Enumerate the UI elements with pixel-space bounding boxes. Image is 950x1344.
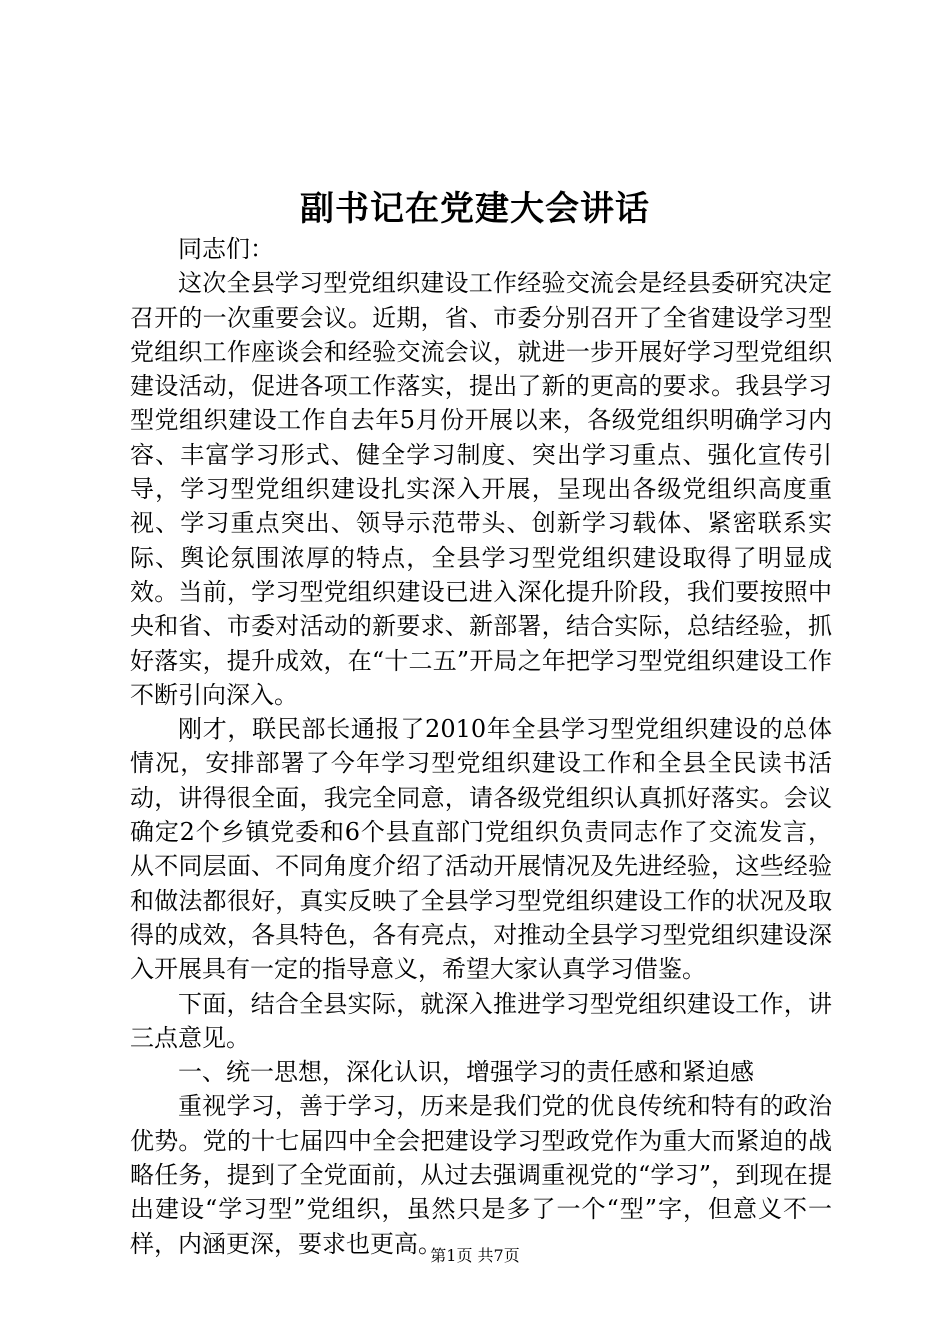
- salutation: 同志们：: [178, 235, 274, 263]
- page-footer: 第1页 共7页: [430, 1246, 520, 1265]
- paragraph-4: 重视学习，善于学习，历来是我们党的优良传统和特有的政治优势。党的十七届四中全会把建设学习型政党作为重大而紧迫的战略任务，提到了全党面前，从过去强调重视党的“学习”，到现在提出建设“学习型”党组织，虽然只是多了一个“型”字，但意义不一样，内涵更深，要求也更高。: [130, 1092, 832, 1258]
- paragraph-3: 下面，结合全县实际，就深入推进学习型党组织建设工作，讲三点意见。: [130, 989, 832, 1052]
- paragraph-2: 刚才，联民部长通报了2010年全县学习型党组织建设的总体情况，安排部署了今年学习型党组织建设工作和全县全民读书活动，讲得很全面，我完全同意，请各级党组织认真抓好落实。会议确定2个乡镇党委和6个县直部门党组织负责同志作了交流发言，从不同层面、不同角度介绍了活动开展情况及先进经验，这些经验和做法都很好，真实反映了全县学习型党组织建设工作的状况及取得的成效，各具特色，各有亮点，对推动全县学习型党组织建设深入开展具有一定的指导意义，希望大家认真学习借鉴。: [130, 715, 832, 984]
- document-body: [130, 232, 832, 1261]
- section-heading-1: 一、统一思想，深化认识，增强学习的责任感和紧迫感: [178, 1058, 754, 1087]
- document-title: 副书记在党建大会讲话: [300, 189, 650, 229]
- paragraph-1: 这次全县学习型党组织建设工作经验交流会是经县委研究决定召开的一次重要会议。近期，省、市委分别召开了全省建设学习型党组织工作座谈会和经验交流会议，就进一步开展好学习型党组织建设活动，促进各项工作落实，提出了新的更高的要求。我县学习型党组织建设工作自去年5月份开展以来，各级党组织明确学习内容、丰富学习形式、健全学习制度、突出学习重点、强化宣传引导，学习型党组织建设扎实深入开展，呈现出各级党组织高度重视、学习重点突出、领导示范带头、创新学习载体、紧密联系实际、舆论氛围浓厚的特点，全县学习型党组织建设取得了明显成效。当前，学习型党组织建设已进入深化提升阶段，我们要按照中央和省、市委对活动的新要求、新部署，结合实际，总结经验，抓好落实，提升成效，在“十二五”开局之年把学习型党组织建设工作不断引向深入。: [130, 269, 832, 709]
